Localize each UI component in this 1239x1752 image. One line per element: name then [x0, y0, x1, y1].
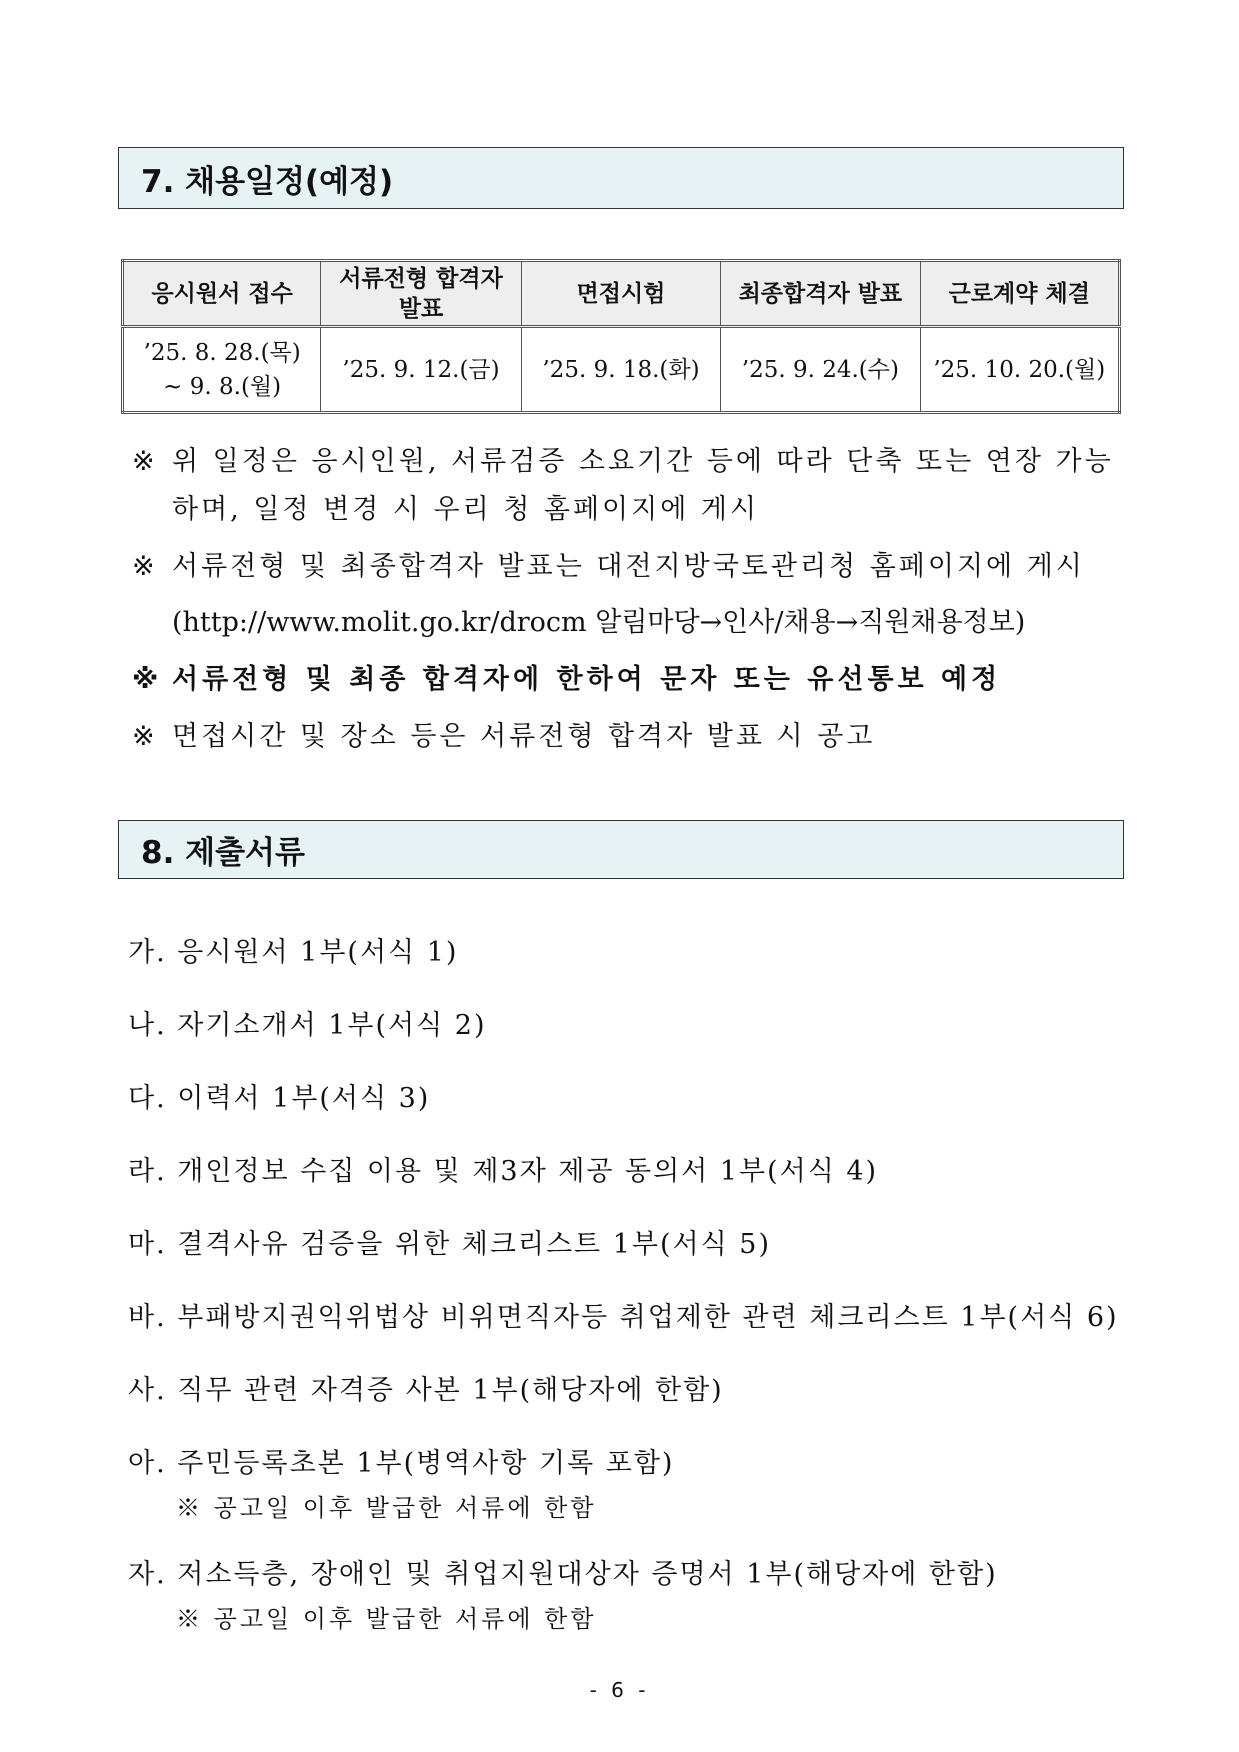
- list-item: 라. 개인정보 수집 이용 및 제3자 제공 동의서 1부(서식 4): [128, 1156, 879, 1187]
- table-header-cell: 근로계약 체결: [920, 261, 1119, 327]
- table-cell: ’25. 9. 18.(화): [521, 327, 720, 413]
- table-header-row: [123, 261, 1120, 327]
- list-item-note: ※ 공고일 이후 발급한 서류에 한함: [176, 1605, 597, 1633]
- list-item: 나. 자기소개서 1부(서식 2): [128, 1010, 487, 1041]
- table-row: [123, 327, 1120, 413]
- note-mark: ※: [132, 664, 163, 695]
- homepage-url-note: (http://www.molit.go.kr/drocm 알림마당→인사/채용→직원채용정보): [172, 607, 1026, 638]
- table-header-cell: 최종합격자 발표: [721, 261, 920, 327]
- note-item: [132, 713, 1132, 761]
- note-text: 면접시간 및 장소 등은 서류전형 합격자 발표 시 공고: [172, 721, 876, 752]
- note-item: [132, 656, 1132, 704]
- note-item: [132, 438, 1132, 534]
- note-mark: ※: [132, 446, 158, 477]
- note-mark: ※: [132, 551, 158, 582]
- note-item: [132, 543, 1132, 647]
- note-text: 위 일정은 응시인원, 서류검증 소요기간 등에 따라 단축 또는 연장 가능하며, 일정 변경 시 우리 청 홈페이지에 게시: [172, 446, 1114, 525]
- table-header-cell: 응시원서 접수: [123, 261, 321, 327]
- schedule-notes: [132, 438, 1132, 761]
- section-8-title: 8. 제출서류: [141, 835, 305, 871]
- list-item: 바. 부패방지권익위법상 비위면직자등 취업제한 관련 체크리스트 1부(서식 6): [128, 1302, 1119, 1333]
- table-cell: ’25. 9. 24.(수): [721, 327, 920, 413]
- table-cell: ’25. 8. 28.(목) ~ 9. 8.(월): [123, 327, 321, 413]
- list-item: 마. 결격사유 검증을 위한 체크리스트 1부(서식 5): [128, 1229, 771, 1260]
- table-cell: ’25. 10. 20.(월): [920, 327, 1119, 413]
- schedule-table: [121, 259, 1121, 414]
- list-item: 다. 이력서 1부(서식 3): [128, 1083, 431, 1114]
- list-item: 가. 응시원서 1부(서식 1): [128, 937, 459, 968]
- section-8-header: [118, 820, 1124, 879]
- list-item: 아. 주민등록초본 1부(병역사항 기록 포함): [128, 1448, 675, 1479]
- section-7-title: 7. 채용일정(예정): [141, 163, 394, 200]
- note-text: 서류전형 및 최종합격자 발표는 대전지방국토관리청 홈페이지에 게시: [172, 551, 1085, 582]
- page-number: - 6 -: [589, 1678, 650, 1702]
- list-item: 자. 저소득층, 장애인 및 취업지원대상자 증명서 1부(해당자에 한함): [128, 1559, 998, 1590]
- table-header-cell: 면접시험: [521, 261, 720, 327]
- list-item: 사. 직무 관련 자격증 사본 1부(해당자에 한함): [128, 1375, 724, 1406]
- table-cell: ’25. 9. 12.(금): [321, 327, 522, 413]
- document-list: [128, 933, 1138, 1666]
- table-header-cell: 서류전형 합격자 발표: [321, 261, 522, 327]
- section-7-header: [118, 147, 1124, 209]
- list-item-note: ※ 공고일 이후 발급한 서류에 한함: [176, 1494, 597, 1522]
- note-text: 서류전형 및 최종 합격자에 한하여 문자 또는 유선통보 예정: [172, 664, 1002, 695]
- note-mark: ※: [132, 721, 158, 752]
